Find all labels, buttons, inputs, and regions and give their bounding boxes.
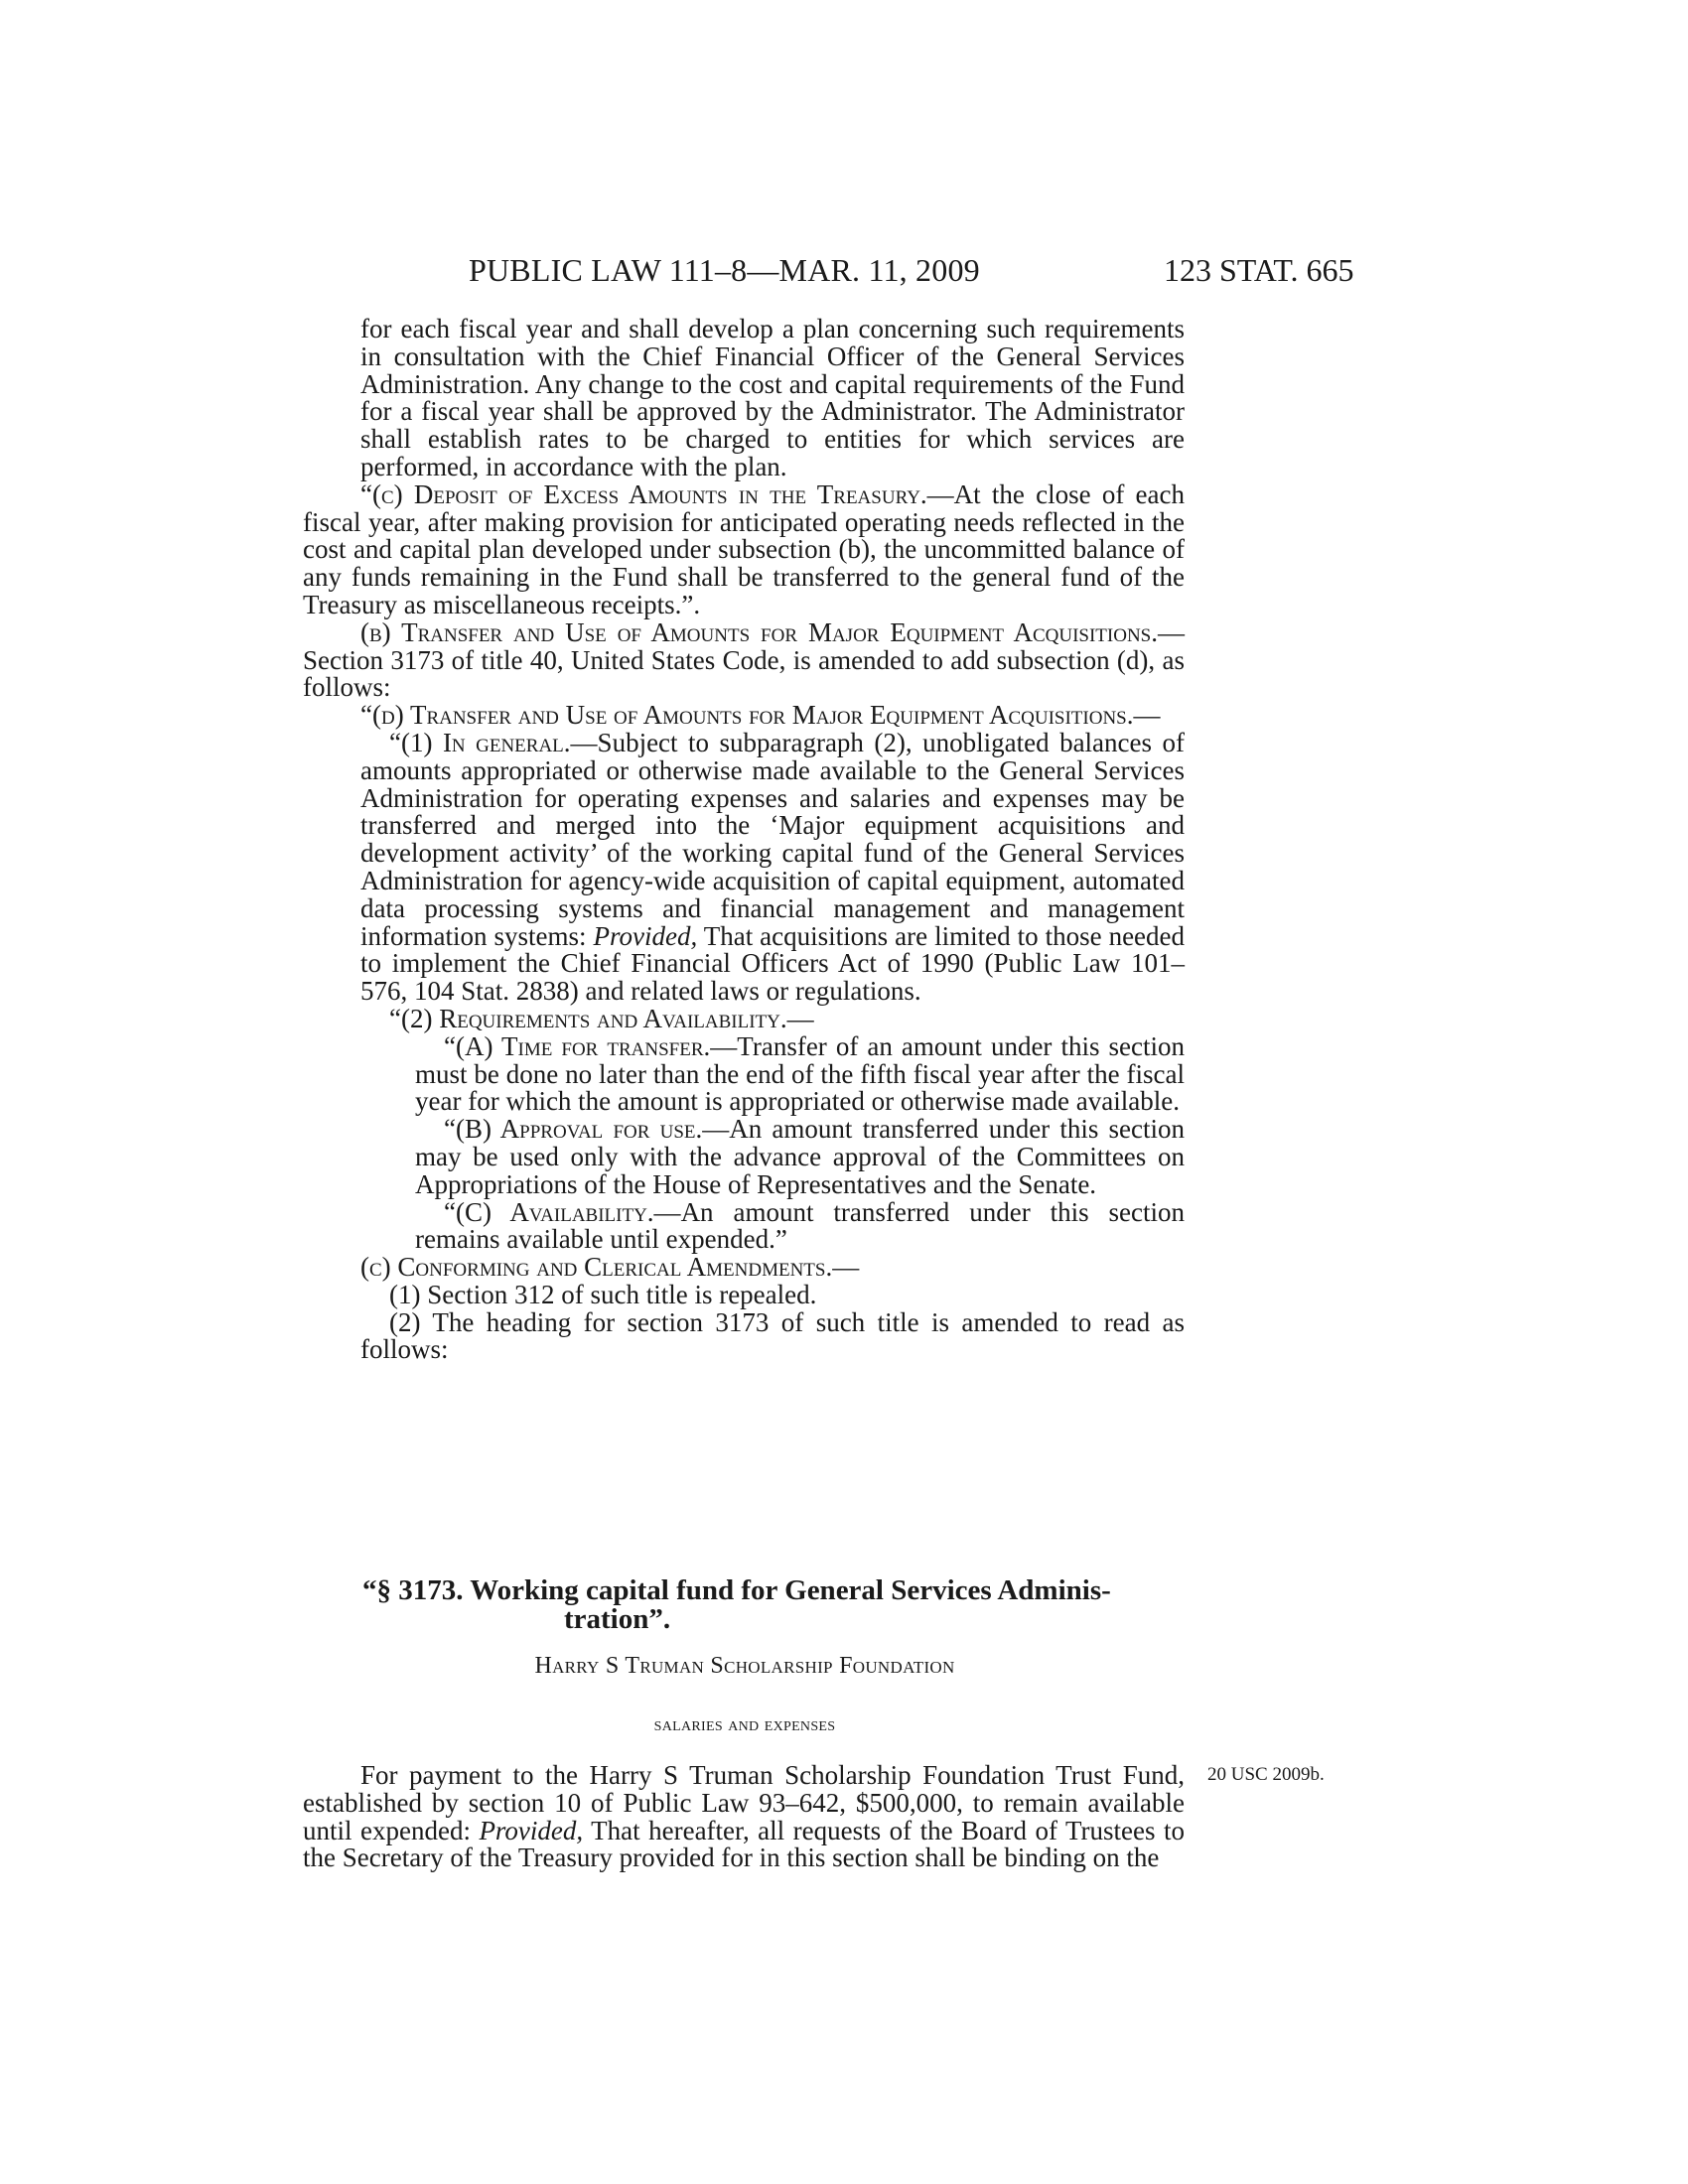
caption-subsection-d: “(d) Transfer and Use of Amounts for Major Equipment Acquisitions.— [360, 700, 1161, 731]
agency-subtitle: salaries and expenses [653, 1713, 836, 1735]
text-deposit-excess: At the close of each fiscal year, after making provision for anticipated operating needs reflected in the cost and capital plan developed under subsection (b), the uncommitted balance of any funds remaining in the Fund shall be transferred to the general fund of the Treasury as miscellaneous receipts.”. [303, 478, 1185, 619]
provided-truman: Provided, [479, 1815, 584, 1845]
caption-availability: “(C) Availability.— [444, 1196, 681, 1227]
paragraph-truman [303, 1762, 1185, 1872]
statute-body [303, 316, 1185, 1364]
section-heading-3173 [362, 1576, 1206, 1634]
margin-note-usc: 20 USC 2009b. [1207, 1764, 1325, 1785]
caption-approval-for-use: “(B) Approval for use.— [444, 1114, 730, 1145]
paragraph-approval-for-use [303, 1116, 1185, 1198]
section-heading-line2: tration”. [564, 1603, 671, 1635]
paragraph-transfer-use [303, 616, 1185, 703]
text-truman-2: That hereafter, all requests of the Board of Trustees to the Secretary of the Treasury provided for in this section shall be binding on the [303, 1815, 1185, 1873]
caption-conforming: (c) Conforming and Clerical Amendments.— [360, 1252, 860, 1283]
text-approval-for-use: An amount transferred under this section may be used only with the advance approval of the Committees on Appropriations of the House of Representatives and the Senate. [415, 1114, 1186, 1199]
text-in-general-2: That acquisitions are limited to those needed to implement the Chief Financial Officers Act of 1990 (Public Law 101–576, 104 Stat. 2838) and related laws or regulations. [360, 920, 1186, 1007]
paragraph-in-general [303, 727, 1186, 1007]
page-header-law: PUBLIC LAW 111–8—MAR. 11, 2009 [469, 252, 980, 288]
paragraph-section-312: (1) Section 312 of such title is repealed. [389, 1279, 817, 1309]
text-availability: An amount transferred under this section remains available until expended.” [415, 1196, 1185, 1255]
section-heading-line1: “§ 3173. Working capital fund for General Services Adminis- [362, 1574, 1111, 1606]
text-time-for-transfer: Transfer of an amount under this section must be done no later than the end of the fifth fiscal year after the fiscal year for which the amount is appropriated or otherwise made available. [415, 1030, 1185, 1117]
provided-in-general: Provided, [593, 920, 698, 951]
paragraph-requirements [303, 1003, 1185, 1033]
paragraph-subsection-d [303, 702, 1185, 730]
paragraph-heading-amendment: (2) The heading for section 3173 of such title is amended to read as follows: [360, 1306, 1185, 1365]
paragraph-time-for-transfer [303, 1030, 1185, 1117]
text-in-general: Subject to subparagraph (2), unobligated balances of amounts appropriated or otherwise made available to the General Services Administration for operating expenses and salaries and expenses may be transferred and merged into the ‘Major equipment acquisitions and development activity’ of the working capital fund of the General Services Administration for agency-wide acquisition of capital equipment, automated data processing systems and financial management and management information systems: [360, 727, 1185, 951]
paragraph-conforming [303, 1254, 1185, 1282]
page-header-stat: 123 STAT. 665 [1164, 252, 1354, 288]
agency-title: Harry S Truman Scholarship Foundation [534, 1653, 955, 1679]
caption-time-for-transfer: “(A) Time for transfer.— [444, 1030, 738, 1061]
caption-transfer-use: (b) Transfer and Use of Amounts for Major Equipment Acquisitions.— [360, 616, 1185, 647]
caption-requirements: “(2) Requirements and Availability.— [389, 1003, 814, 1033]
paragraph-fund-requirements: for each fiscal year and shall develop a plan concerning such requirements in consultation with the Chief Financial Officer of the General Services Administration. Any change to the cost and capital requirements of the Fund for a fiscal year shall be approved by the Administrator. The Administrator shall establish rates to be charged to entities for which services are performed, in accordance with the plan. [360, 314, 1185, 481]
truman-appropriation [303, 1762, 1185, 1872]
caption-in-general: “(1) In general.— [389, 727, 598, 757]
paragraph-deposit-excess [303, 478, 1185, 619]
caption-deposit-excess: “(c) Deposit of Excess Amounts in the Treasury.— [360, 478, 954, 509]
text-truman-1: For payment to the Harry S Truman Scholarship Foundation Trust Fund, established by section 10 of Public Law 93–642, $500,000, to remain available until expended: [303, 1760, 1185, 1845]
paragraph-availability [303, 1196, 1185, 1255]
text-transfer-use: Section 3173 of title 40, United States Code, is amended to add subsection (d), as follows: [303, 644, 1185, 703]
